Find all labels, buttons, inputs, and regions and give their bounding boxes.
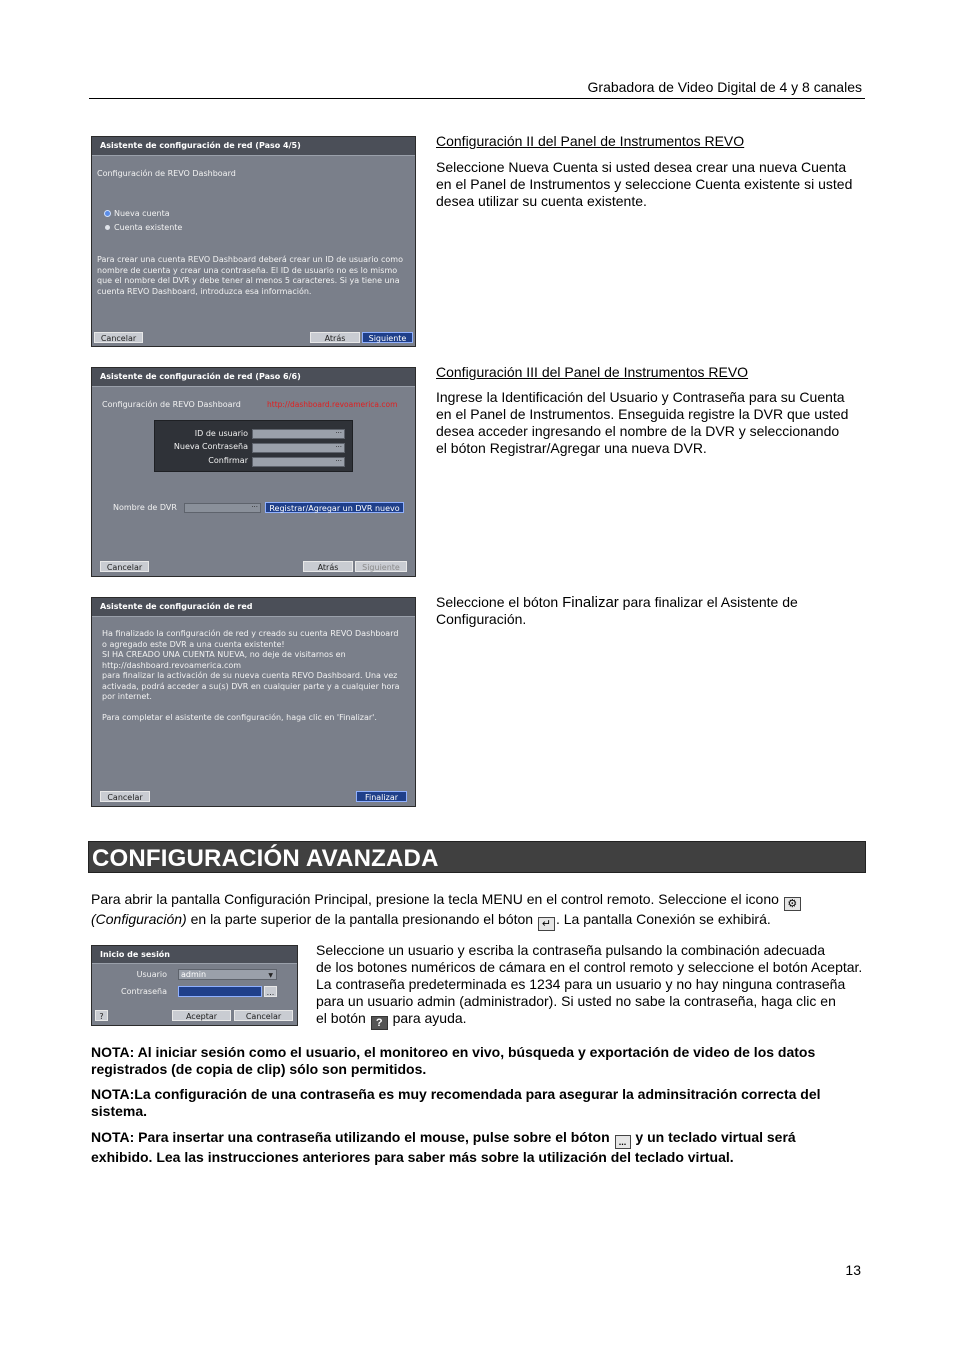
note-3: NOTA: Para insertar una contraseña utilizando el mouse, pulse sobre el bóton ... y un teclado virtual será exhibido. Lea las instrucciones anteriores para saber más sobre la utilización del teclado virtual. (91, 1129, 796, 1165)
keyboard-button[interactable]: ... (264, 986, 277, 997)
cancel-button[interactable]: Cancelar (94, 332, 143, 343)
screen-subtitle: Configuración de REVO Dashboard (102, 400, 241, 409)
password-label: Contraseña (121, 987, 167, 996)
register-dvr-button[interactable]: Registrar/Agregar un DVR nuevo (265, 502, 404, 513)
text-block-revo-3: Configuración III del Panel de Instrumentos REVO Ingrese la Identificación del Usuario y Contraseña para su Cuenta en el Panel de Instrumentos. Enseguida registre la DVR que usted desea acceder ingresando el nombre de la DVR y seleccionando el bóton Registrar/Agregar una nueva DVR. (436, 364, 866, 457)
dvr-name-label: Nombre de DVR (113, 503, 177, 512)
screen-title: Asistente de configuración de red (92, 598, 415, 617)
screen-login (91, 945, 298, 1026)
login-instructions: Seleccione un usuario y escriba la contraseña pulsando la combinación adecuada de los botones numéricos de cámara en el control remoto y seleccione el botón Aceptar. La contraseña predeterminada es 1234 para un usuario y no hay ninguna contraseña para un usuario admin (administrador). Si usted no sabe la contraseña, haga clic en el botón ? para ayuda. (316, 942, 863, 1029)
user-id-input[interactable]: ... (252, 429, 345, 439)
running-header: Grabadora de Video Digital de 4 y 8 canales (587, 79, 862, 95)
radio-existing-account[interactable]: Cuenta existente (105, 223, 182, 234)
chevron-down-icon: ▼ (268, 972, 273, 979)
screen-subtitle: Configuración de REVO Dashboard (97, 169, 236, 178)
note-1: NOTA: Al iniciar sesión como el usuario, el monitoreo en vivo, búsqueda y exportación de video de los datos registrados (de copia de clip) sólo son permitidos. (91, 1044, 816, 1077)
next-button[interactable]: Siguiente (362, 332, 413, 343)
dvr-name-input[interactable]: ... (184, 503, 261, 513)
text-block-revo-2: Configuración II del Panel de Instrumentos REVO Seleccione Nueva Cuenta si usted desea crear una nueva Cuenta en el Panel de Instrumentos y seleccione Cuenta existente si usted desea utilizar su cuenta existente. (436, 133, 866, 210)
header-rule (89, 98, 865, 99)
accept-button[interactable]: Aceptar (172, 1010, 231, 1021)
screen-title: Inicio de sesión (92, 946, 297, 964)
screen-title: Asistente de configuración de red (Paso 4/5) (92, 137, 415, 156)
user-select[interactable]: admin ▼ (178, 969, 277, 980)
radio-unselected-icon (105, 225, 110, 230)
screen-body-text: Para crear una cuenta REVO Dashboard deberá crear un ID de usuario como nombre de cuenta y crear una contraseña. El ID de usuario no es lo mismo que el nombre del DVR y debe tener al menos 5 caracteres. Si ya tiene una cuenta REVO Dashboard, introduzca esa información. (97, 255, 403, 296)
screen-network-wizard-step6 (91, 367, 416, 577)
new-password-label: Nueva Contraseña (173, 442, 248, 451)
help-icon: ? (371, 1016, 388, 1030)
intro-paragraph: Para abrir la pantalla Configuración Principal, presione la tecla MENU en el control remoto. Seleccione el icono ⚙ (Configuración) en la parte superior de la pantalla presionando el bóton ↵ . La pantalla Conexión se exhibirá. (91, 891, 871, 931)
screen-title: Asistente de configuración de red (Paso 6/6) (92, 368, 415, 387)
section-heading: Configuración II del Panel de Instrumentos REVO (436, 133, 745, 149)
page-number: 13 (845, 1262, 861, 1278)
password-input[interactable] (178, 986, 262, 997)
enter-key-icon: ↵ (538, 917, 555, 931)
radio-new-account[interactable]: Nueva cuenta (105, 209, 170, 220)
credentials-panel (154, 420, 353, 472)
user-id-label: ID de usuario (194, 429, 248, 438)
cancel-button[interactable]: Cancelar (234, 1010, 293, 1021)
section-heading: Configuración III del Panel de Instrumentos REVO (436, 364, 749, 380)
screen-network-wizard-step4 (91, 136, 416, 347)
help-button[interactable]: ? (95, 1010, 108, 1021)
section-title: CONFIGURACIÓN AVANZADA (92, 845, 439, 872)
radio-selected-icon (105, 211, 110, 216)
gear-icon: ⚙ (784, 897, 801, 911)
cancel-button[interactable]: Cancelar (100, 791, 150, 802)
dashboard-url: http://dashboard.revoamerica.com (267, 400, 398, 409)
ellipsis-button-icon: ... (615, 1135, 631, 1149)
confirm-label: Confirmar (208, 456, 248, 465)
next-button[interactable]: Siguiente (355, 561, 407, 572)
finish-button-ref: Finalizar (562, 594, 619, 611)
cancel-button[interactable]: Cancelar (100, 561, 149, 572)
back-button[interactable]: Atrás (310, 332, 360, 343)
confirm-password-input[interactable]: ... (252, 457, 345, 467)
screen-network-wizard-finish (91, 597, 416, 807)
new-password-input[interactable]: ... (252, 443, 345, 453)
back-button[interactable]: Atrás (303, 561, 353, 572)
screen-body-text: Ha finalizado la configuración de red y creado su cuenta REVO Dashboard o agregado este DVR a una cuenta existente! SI HA CREADO UNA CUENTA NUEVA, no deje de visitarnos en http://dashboard.revoamerica.com para finalizar la activación de su nueva cuenta REVO Dashboard. Una vez activada, podrá acceder a su(s) DVR en cualquier parte y a cualquier hora por internet. Para completar el asistente de configuración, haga clic en 'Finalizar'. (102, 629, 400, 722)
text-block-finish: Seleccione el bóton Finalizar para finalizar el Asistente de Configuración. (436, 594, 798, 627)
note-2: NOTA:La configuración de una contraseña es muy recomendada para asegurar la adminsitración correcta del sistema. (91, 1086, 821, 1119)
user-label: Usuario (136, 970, 167, 979)
finish-button[interactable]: Finalizar (356, 791, 407, 802)
section-title-bar (88, 841, 866, 873)
